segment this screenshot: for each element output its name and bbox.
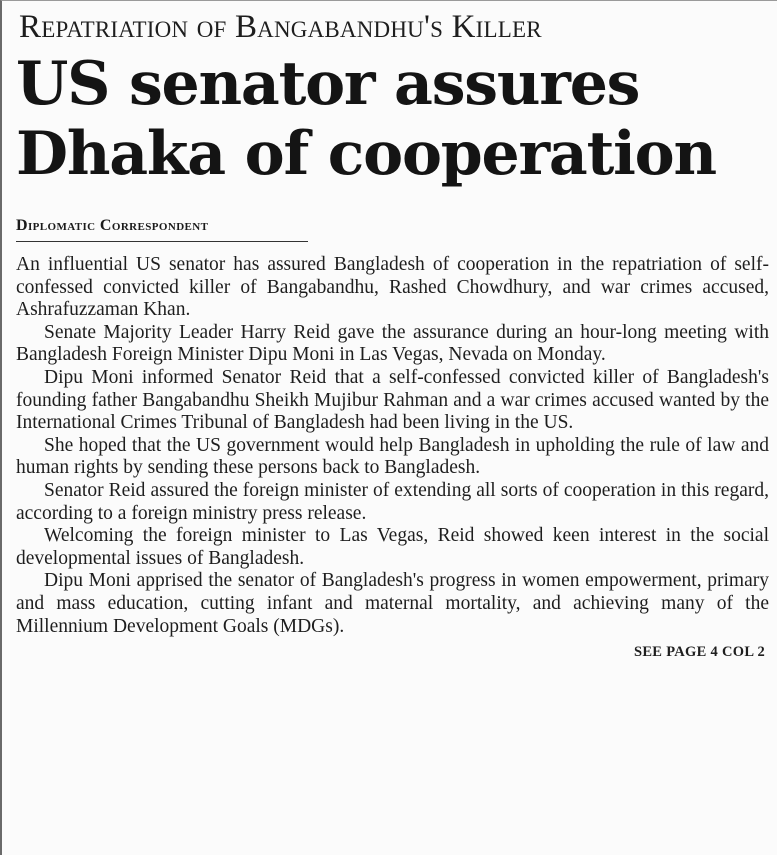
headline-line-2: Dhaka of cooperation: [16, 119, 716, 189]
paragraph-2: Senate Majority Leader Harry Reid gave the assurance during an hour-long meeting with Bangladesh Foreign Minister Dipu Moni in Las Vegas, Nevada on Monday.: [16, 321, 769, 366]
kicker-headline: Repatriation of Bangabandhu's Killer: [19, 9, 542, 45]
headline-line-1: US senator assures: [16, 49, 640, 119]
article-body: [16, 254, 769, 638]
main-headline: [16, 49, 769, 189]
paragraph-5: Senator Reid assured the foreign minister of extending all sorts of cooperation in this regard, according to a foreign ministry press release.: [16, 479, 769, 524]
paragraph-1: An influential US senator has assured Bangladesh of cooperation in the repatriation of self-confessed convicted killer of Bangabandhu, Rashed Chowdhury, and war crimes accused, Ashrafuzzaman Khan.: [16, 254, 769, 321]
paragraph-6: Welcoming the foreign minister to Las Vegas, Reid showed keen interest in the social developmental issues of Bangladesh.: [16, 525, 769, 569]
paragraph-4: She hoped that the US government would help Bangladesh in upholding the rule of law and human rights by sending these persons back to Bangladesh.: [16, 434, 769, 479]
byline: Diplomatic Correspondent: [16, 217, 308, 242]
paragraph-3: Dipu Moni informed Senator Reid that a self-confessed convicted killer of Bangladesh's founding father Bangabandhu Sheikh Mujibur Rahman and a war crimes accused wanted by the International Crimes Tribunal of Bangladesh had been living in the US.: [16, 366, 769, 434]
continuation-note: SEE PAGE 4 COL 2: [633, 644, 765, 661]
paragraph-7: Dipu Moni apprised the senator of Bangladesh's progress in women empowerment, primary and mass education, cutting infant and maternal mortality, and achieving many of the Millennium Development Goals (MDGs).: [16, 570, 769, 637]
